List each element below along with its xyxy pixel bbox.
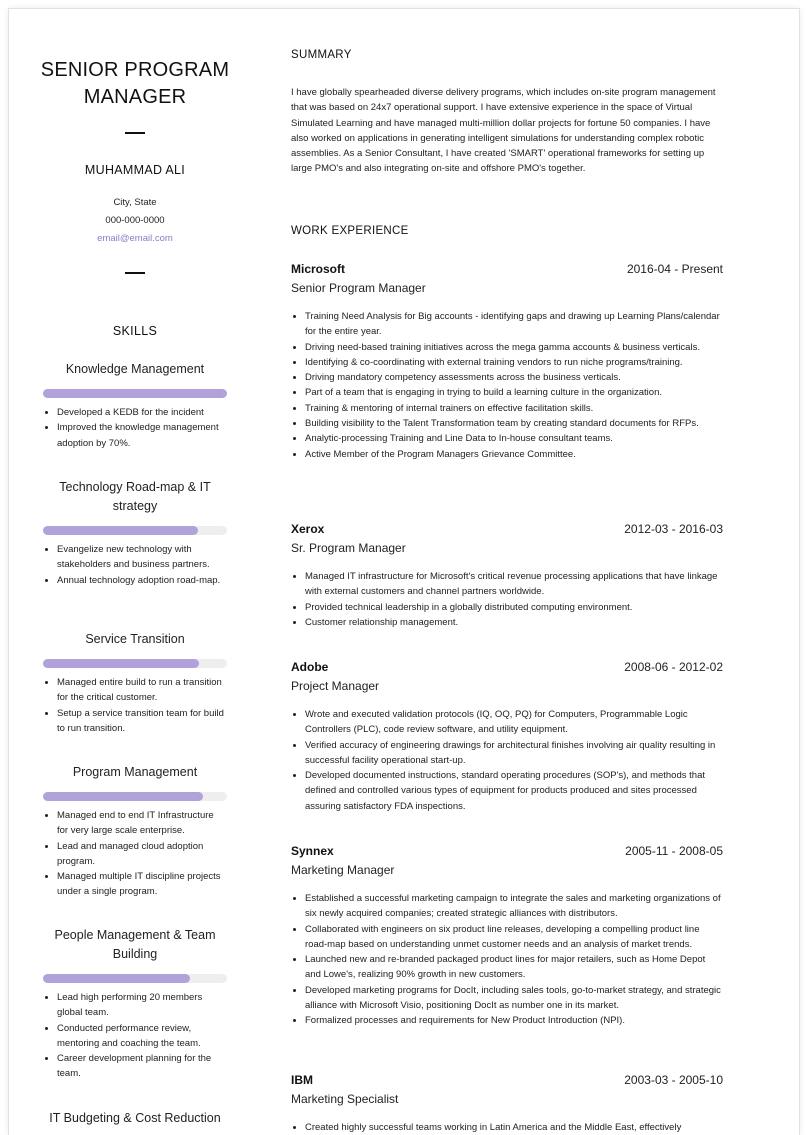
list-item: • Launched new and re-branded packaged product lines for major retailers, such as Home Depot and Lowe's, realizing 90% growth in new customers. (305, 952, 723, 983)
skill-name: Service Transition (85, 632, 185, 646)
skill-bullets (43, 808, 227, 900)
skill-technology-roadmap (43, 478, 227, 588)
list-item: • Training Need Analysis for Big accounts - identifying gaps and drawing up Learning Plans/calendar for the entire year. (305, 309, 723, 340)
list-item: • Setup a service transition team for build to run transition. (57, 706, 227, 737)
list-item: • Formalized processes and requirements for New Product Introduction (NPI). (305, 1013, 723, 1028)
job-bullets (291, 1120, 723, 1135)
summary-heading: SUMMARY (291, 49, 352, 61)
company-name: IBM (291, 1073, 313, 1087)
list-item: • Created highly successful teams working in Latin America and the Middle East, effectively (305, 1120, 723, 1135)
skill-name: Program Management (72, 765, 198, 779)
list-item: • Established a successful marketing campaign to integrate the sales and marketing organizations of six newly acquired companies; created strategic alliances with distributors. (305, 891, 723, 922)
job-dates: 2016-04 - Present (626, 262, 723, 276)
person-name: MUHAMMAD ALI (84, 163, 186, 177)
skill-level-fill (43, 792, 203, 801)
list-item: • Annual technology adoption road-map. (57, 573, 227, 588)
list-item: • Managed entire build to run a transition for the critical customer. (57, 675, 227, 706)
list-item: • Lead high performing 20 members global team. (57, 990, 227, 1021)
list-item: • Driving mandatory competency assessments across the business verticals. (305, 370, 723, 385)
job-entry (291, 844, 723, 1029)
skill-name: Technology Road-map & IT strategy (59, 480, 211, 513)
list-item: • Managed multiple IT discipline projects under a single program. (57, 869, 227, 900)
list-item: • Verified accuracy of engineering drawings for architectural finishes involving air quality resulting in successful facility operational start-up. (305, 738, 723, 769)
list-item: • Improved the knowledge management adoption by 70%. (57, 420, 227, 451)
list-item: • Driving need-based training initiatives across the mega gamma accounts & business verticals. (305, 340, 723, 355)
list-item: • Provided technical leadership in a globally distributed computing environment. (305, 600, 723, 615)
list-item: • Identifying & co-coordinating with external training vendors to run niche programs/training. (305, 355, 723, 370)
left-column (9, 9, 261, 1135)
skill-level-bar (43, 974, 227, 983)
job-title-line-1: SENIOR PROGRAM (40, 59, 230, 81)
job-dates: 2008-06 - 2012-02 (624, 660, 723, 674)
list-item: • Managed IT infrastructure for Microsoft's critical revenue processing applications that have linkage with external customers and channel partners worldwide. (305, 569, 723, 600)
skill-level-fill (43, 659, 199, 668)
skill-bullets (43, 405, 227, 451)
list-item: • Evangelize new technology with stakeholders and business partners. (57, 542, 227, 573)
job-role: Senior Program Manager (291, 281, 426, 295)
skill-bullets (43, 990, 227, 1082)
skill-people-management (43, 926, 227, 1082)
resume-page (8, 8, 800, 1135)
skills-heading: SKILLS (112, 324, 158, 338)
job-bullets (291, 891, 723, 1029)
email-link[interactable]: email@email.com (97, 233, 173, 244)
summary-text: I have globally spearheaded diverse delivery programs, which includes on-site program management that was based on 24x7 operational support. I have extensive experience in the space of Virtual Simulated Learning and have managed multi-million dollar projects for fortune 50 companies. I have also worked on applications in generating intelligent simulations for understanding complex robotic assemblies. As a Senior Consultant, I have created 'SMART' operational frameworks for setting up large PMO's and also integrating on-site and offshore PMO's together. (291, 87, 716, 175)
job-entry (291, 262, 723, 462)
skill-bullets (43, 542, 227, 588)
skill-bullets (43, 675, 227, 736)
list-item: • Wrote and executed validation protocols (IQ, OQ, PQ) for Computers, Programmable Logic Controllers (PLC), code review software, and utility equipment. (305, 707, 723, 738)
list-item: • Lead and managed cloud adoption program. (57, 839, 227, 870)
job-title-line-2: MANAGER (83, 86, 187, 108)
job-role: Marketing Manager (291, 863, 395, 877)
job-entry (291, 660, 723, 814)
skill-it-budgeting (43, 1109, 227, 1128)
job-entry (291, 522, 723, 630)
list-item: • Part of a team that is engaging in trying to build a learning culture in the organization. (305, 385, 723, 400)
job-dates: 2003-03 - 2005-10 (624, 1073, 723, 1087)
phone: 000-000-0000 (105, 215, 165, 226)
company-name: Microsoft (291, 262, 345, 276)
list-item: • Conducted performance review, mentoring and coaching the team. (57, 1021, 227, 1052)
job-role: Project Manager (291, 679, 380, 693)
job-bullets (291, 309, 723, 462)
skill-knowledge-management (43, 360, 227, 451)
skill-program-management (43, 763, 227, 900)
list-item: • Career development planning for the team. (57, 1051, 227, 1082)
job-role: Sr. Program Manager (291, 541, 406, 555)
skill-level-bar (43, 792, 227, 801)
skill-level-fill (43, 389, 227, 398)
skill-level-fill (43, 526, 198, 535)
job-bullets (291, 569, 723, 630)
job-title (29, 57, 241, 111)
skill-service-transition (43, 630, 227, 736)
job-bullets (291, 707, 723, 814)
location: City, State (113, 197, 157, 208)
divider (125, 272, 145, 274)
skill-name: People Management & Team Building (54, 928, 216, 961)
list-item: • Analytic-processing Training and Line Data to In-house consultant teams. (305, 431, 723, 446)
list-item: • Developed documented instructions, standard operating procedures (SOP's), and methods that defined and controlled various types of equipment for products produced and sites processed assuring satisfactory FDA inspections. (305, 768, 723, 814)
job-dates: 2005-11 - 2008-05 (625, 844, 723, 858)
list-item: • Collaborated with engineers on six product line releases, developing a compelling product line road-map based on understanding unmet customer needs and an analysis of market trends. (305, 922, 723, 953)
company-name: Xerox (291, 522, 325, 536)
work-experience-heading: WORK EXPERIENCE (291, 225, 409, 237)
divider (125, 132, 145, 134)
job-entry (291, 1073, 723, 1135)
company-name: Adobe (291, 660, 329, 674)
list-item: • Developed marketing programs for DocIt, including sales tools, go-to-market strategy, and strategic alliance with Microsoft Visio, positioning DocIt as number one in its market. (305, 983, 723, 1014)
job-dates: 2012-03 - 2016-03 (624, 522, 723, 536)
list-item: • Active Member of the Program Managers Grievance Committee. (305, 447, 723, 462)
skill-level-fill (43, 974, 190, 983)
list-item: • Managed end to end IT Infrastructure for very large scale enterprise. (57, 808, 227, 839)
list-item: • Building visibility to the Talent Transformation team by creating standard documents for RFPs. (305, 416, 723, 431)
skill-name: IT Budgeting & Cost Reduction (49, 1111, 221, 1125)
skill-level-bar (43, 659, 227, 668)
list-item: • Customer relationship management. (305, 615, 723, 630)
skill-level-bar (43, 526, 227, 535)
list-item: • Developed a KEDB for the incident (57, 405, 227, 420)
skill-level-bar (43, 389, 227, 398)
job-role: Marketing Specialist (291, 1092, 399, 1106)
list-item: • Training & mentoring of internal trainers on effective facilitation skills. (305, 401, 723, 416)
company-name: Synnex (291, 844, 334, 858)
skill-name: Knowledge Management (65, 362, 205, 376)
